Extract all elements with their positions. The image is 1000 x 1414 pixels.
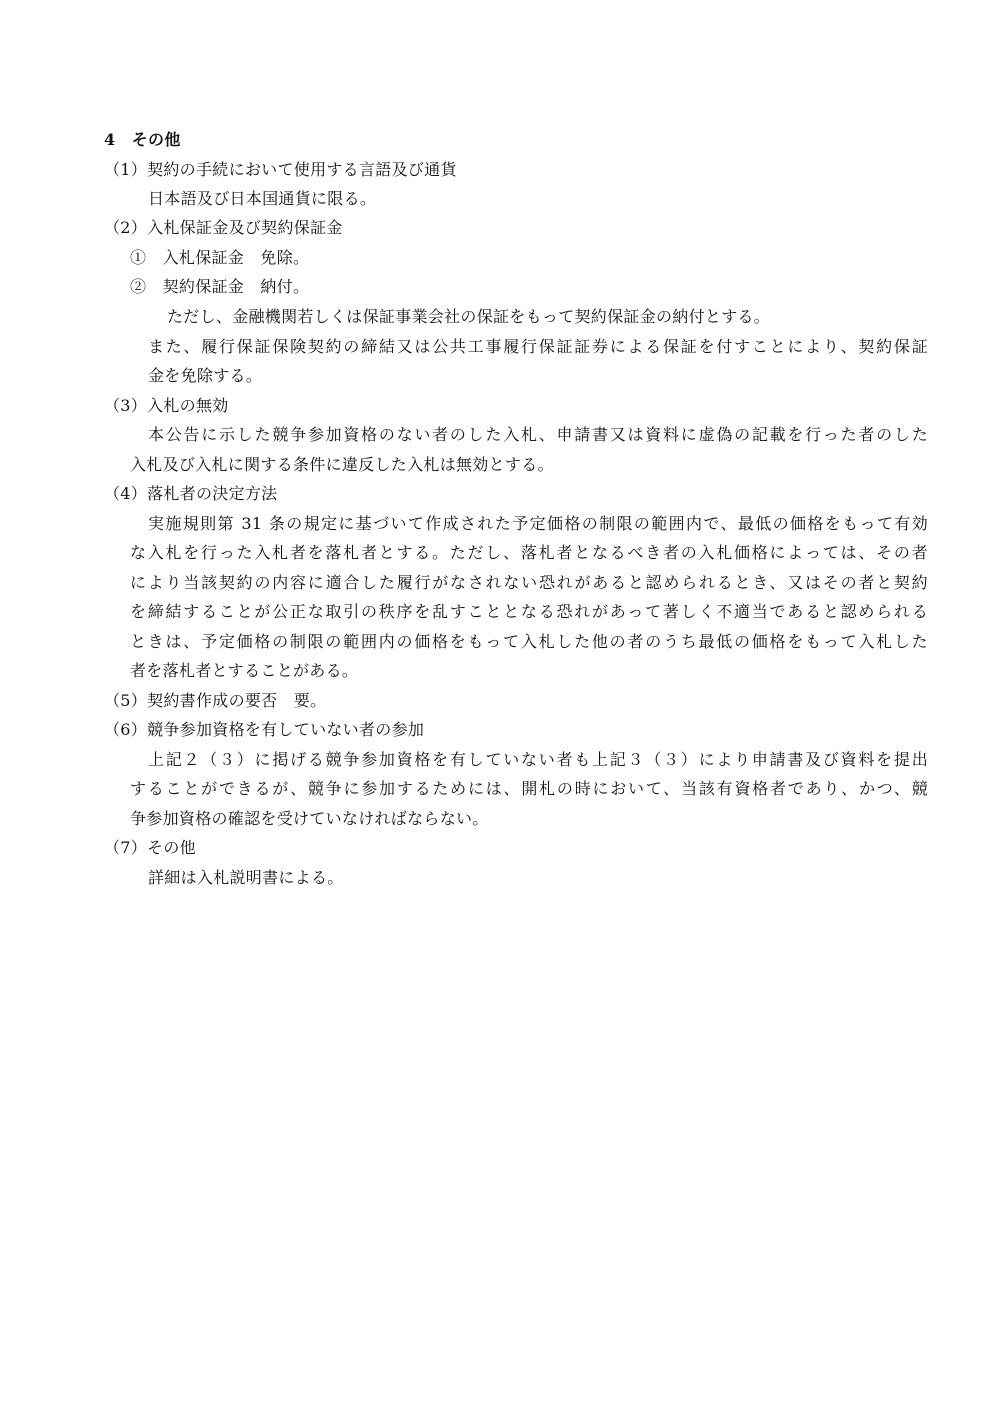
item-1-title: （1）契約の手続において使用する言語及び通貨	[104, 160, 457, 179]
item-4-title: （4）落札者の決定方法	[104, 484, 278, 503]
item-3-line-2: 入札及び入札に関する条件に違反した入札は無効とする。	[130, 455, 554, 474]
item-2-line-2: また、履行保証保険契約の締結又は公共工事履行保証証券による保証を付すことにより、契約保証	[148, 337, 928, 356]
item-4-line-4: を締結することが公正な取引の秩序を乱すこととなる恐れがあって著しく不適当であると認められる	[130, 602, 928, 621]
item-3-title: （3）入札の無効	[104, 396, 229, 415]
item-1-line-1: 日本語及び日本国通貨に限る。	[148, 189, 377, 208]
item-6-line-2: することができるが、競争に参加するためには、開札の時において、当該有資格者であり、かつ、競	[130, 779, 928, 798]
item-2-title: （2）入札保証金及び契約保証金	[104, 218, 343, 237]
item-5-title: （5）契約書作成の要否 要。	[104, 691, 327, 710]
item-3-line-1: 本公告に示した競争参加資格のない者のした入札、申請書又は資料に虚偽の記載を行った者のした	[148, 425, 928, 444]
section-heading: 4 その他	[104, 130, 181, 149]
item-7-title: （7）その他	[104, 838, 196, 857]
item-7-line-1: 詳細は入札説明書による。	[148, 868, 344, 887]
item-4-line-6: 者を落札者とすることがある。	[130, 661, 359, 680]
item-6-line-1: 上記２（３）に掲げる競争参加資格を有していない者も上記３（３）により申請書及び資料を提出	[148, 750, 928, 769]
item-4-line-1: 実施規則第 31 条の規定に基づいて作成された予定価格の制限の範囲内で、最低の価格をもって有効	[148, 514, 928, 533]
item-2-sub-1: ① 入札保証金 免除。	[130, 248, 310, 267]
item-4-line-3: により当該契約の内容に適合した履行がなされない恐れがあると認められるとき、又はその者と契約	[130, 573, 928, 592]
item-6-title: （6）競争参加資格を有していない者の参加	[104, 720, 425, 739]
item-2-line-1: ただし、金融機関若しくは保証事業会社の保証をもって契約保証金の納付とする。	[167, 307, 771, 326]
item-4-line-2: な入札を行った入札者を落札者とする。ただし、落札者となるべき者の入札価格によっては、その者	[130, 543, 928, 562]
item-2-line-3: 金を免除する。	[148, 366, 263, 385]
item-4-line-5: ときは、予定価格の制限の範囲内の価格をもって入札した他の者のうち最低の価格をもって入札した	[130, 632, 928, 651]
item-6-line-3: 争参加資格の確認を受けていなければならない。	[130, 809, 489, 828]
item-2-sub-2: ② 契約保証金 納付。	[130, 277, 310, 296]
